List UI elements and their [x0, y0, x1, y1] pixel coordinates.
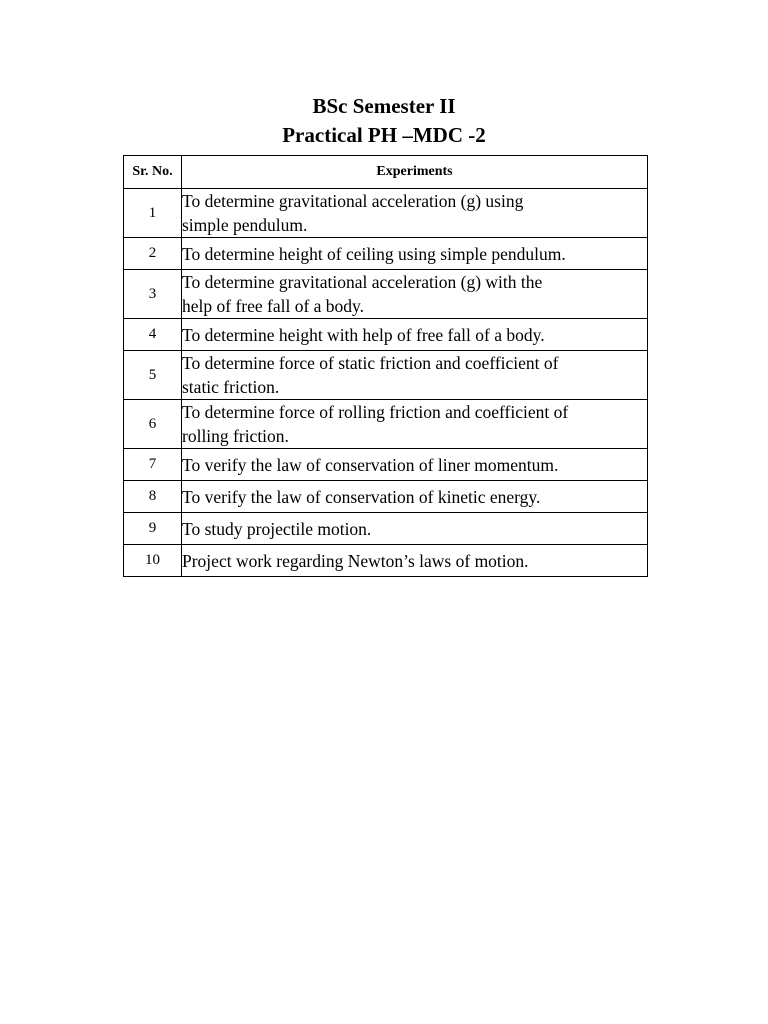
sr-no-cell: 5 [124, 351, 182, 400]
title-line-2: Practical PH –MDC -2 [282, 123, 486, 147]
experiment-cell [182, 481, 648, 513]
table-row [124, 270, 648, 319]
experiment-cell [182, 400, 648, 449]
experiment-text-line: To determine force of rolling friction and coefficient of [182, 402, 569, 422]
table-row [124, 238, 648, 270]
table-row [124, 400, 648, 449]
experiment-cell [182, 238, 648, 270]
experiment-text-line: To determine height of ceiling using simple pendulum. [182, 243, 566, 264]
experiment-cell [182, 513, 648, 545]
experiment-cell [182, 449, 648, 481]
header-sr-no: Sr. No. [124, 156, 182, 189]
experiment-text-line: To verify the law of conservation of kinetic energy. [182, 486, 541, 507]
header-experiments: Experiments [182, 156, 648, 189]
experiment-text-line: rolling friction. [182, 426, 289, 446]
table-row [124, 351, 648, 400]
sr-no-cell: 9 [124, 513, 182, 545]
sr-no-cell: 6 [124, 400, 182, 449]
sr-no-cell: 4 [124, 319, 182, 351]
table-header-row [124, 156, 648, 189]
experiment-text-line: To verify the law of conservation of liner momentum. [182, 454, 559, 475]
experiment-text-line: To determine gravitational acceleration (g) using [182, 191, 524, 211]
sr-no-cell: 8 [124, 481, 182, 513]
experiment-cell [182, 319, 648, 351]
title-line-1: BSc Semester II [312, 94, 456, 118]
experiment-text-line: Project work regarding Newton’s laws of motion. [182, 550, 529, 571]
experiment-text-line: help of free fall of a body. [182, 296, 365, 316]
experiment-text-line: To determine height with help of free fall of a body. [182, 324, 545, 345]
table-row [124, 449, 648, 481]
experiment-cell [182, 189, 648, 238]
experiment-cell [182, 545, 648, 577]
table-row [124, 481, 648, 513]
experiment-text-line: To determine gravitational acceleration (g) with the [182, 272, 543, 292]
table-row [124, 189, 648, 238]
experiments-table [123, 155, 648, 577]
sr-no-cell: 10 [124, 545, 182, 577]
experiment-cell [182, 270, 648, 319]
table-row [124, 513, 648, 545]
sr-no-cell: 2 [124, 238, 182, 270]
sr-no-cell: 1 [124, 189, 182, 238]
table-body [124, 189, 648, 577]
table-row [124, 319, 648, 351]
experiment-text-line: To study projectile motion. [182, 518, 372, 539]
experiment-text-line: simple pendulum. [182, 215, 308, 235]
document-title [0, 92, 768, 150]
table-row [124, 545, 648, 577]
sr-no-cell: 7 [124, 449, 182, 481]
experiment-text-line: static friction. [182, 377, 280, 397]
sr-no-cell: 3 [124, 270, 182, 319]
experiment-text-line: To determine force of static friction and coefficient of [182, 353, 559, 373]
experiment-cell [182, 351, 648, 400]
